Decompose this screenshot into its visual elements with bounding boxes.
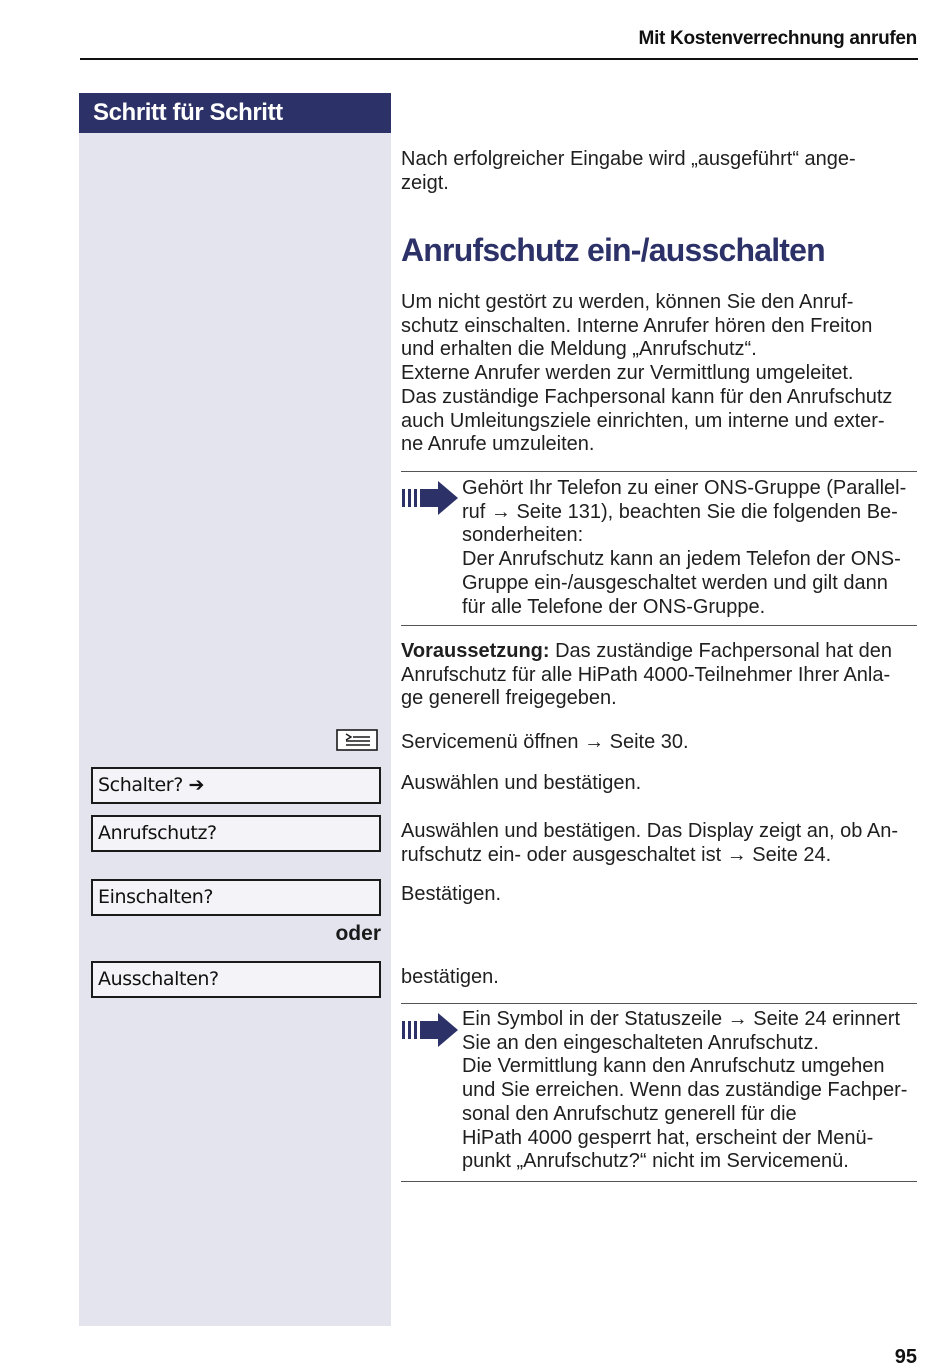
- note2-rule-bottom: [401, 1181, 917, 1182]
- note2-rule-top: [401, 1003, 917, 1004]
- ausschalten-step-text: bestätigen.: [401, 966, 499, 988]
- step-sidebar: [79, 93, 391, 1326]
- ausschalten-menu-button[interactable]: Ausschalten?: [91, 961, 381, 998]
- description-text: Um nicht gestört zu werden, können Sie den Anruf- schutz einschalten. Interne Anrufer hören den Freiton und erhalten die Meldung „Anrufschutz“. Externe Anrufer werden zur Vermittlung umgeleitet. Das zuständige Fachpersonal kann für den Anrufschutz auch Umleitungsziele einrichten, um interne und exter- ne Anrufe umzuleiten.: [401, 291, 893, 456]
- note-ons-group: Gehört Ihr Telefon zu einer ONS-Gruppe (Parallel- ruf → Seite 131), beachten Sie die folgenden Be- sonderheiten: Der Anrufschutz kann an jedem Telefon der ONS- Gruppe ein-/ausgeschaltet werden und gilt dann für alle Telefone der ONS-Gruppe.: [462, 477, 907, 618]
- service-menu-text: Servicemenü öffnen → Seite 30.: [401, 731, 689, 753]
- sidebar-heading: Schritt für Schritt: [79, 93, 391, 133]
- running-header-title: Mit Kostenverrechnung anrufen: [638, 28, 917, 49]
- note-rule-bottom: [401, 625, 917, 626]
- arrow-note-icon: [402, 481, 458, 515]
- anrufschutz-step-text: Auswählen und bestätigen. Das Display zeigt an, ob An- rufschutz ein- oder ausgeschaltet ist → Seite 24.: [401, 820, 898, 866]
- schalter-menu-button[interactable]: Schalter? ➔: [91, 767, 381, 804]
- prerequisite-text: [401, 640, 921, 711]
- page-number: 95: [894, 1346, 917, 1368]
- header-rule: [80, 58, 918, 60]
- note-status-symbol: Ein Symbol in der Statuszeile → Seite 24 erinnert Sie an den eingeschalteten Anrufschutz. Die Vermittlung kann den Anrufschutz umgehen und Sie erreichen. Wenn das zuständige Fachper- sonal den Anrufschutz generell für die HiPath 4000 gesperrt hat, erscheint der Menü- punkt „Anrufschutz?“ nicht im Servicemenü.: [462, 1008, 908, 1173]
- prerequisite-label: Voraussetzung:: [401, 640, 550, 662]
- intro-text: Nach erfolgreicher Eingabe wird „ausgeführt“ ange- zeigt.: [401, 148, 856, 194]
- or-label: oder: [335, 922, 381, 945]
- anrufschutz-menu-button[interactable]: Anrufschutz?: [91, 815, 381, 852]
- arrow-note-icon: [402, 1013, 458, 1047]
- prerequisite-body: Das zuständige Fachpersonal hat den Anrufschutz für alle HiPath 4000-Teilnehmer Ihrer Anla- ge generell freigegeben.: [401, 640, 892, 710]
- section-title: Anrufschutz ein-/ausschalten: [401, 232, 825, 268]
- menu-key-icon[interactable]: [336, 729, 378, 751]
- note-rule-top: [401, 471, 917, 472]
- einschalten-menu-button[interactable]: Einschalten?: [91, 879, 381, 916]
- schalter-step-text: Auswählen und bestätigen.: [401, 772, 642, 794]
- einschalten-step-text: Bestätigen.: [401, 883, 502, 905]
